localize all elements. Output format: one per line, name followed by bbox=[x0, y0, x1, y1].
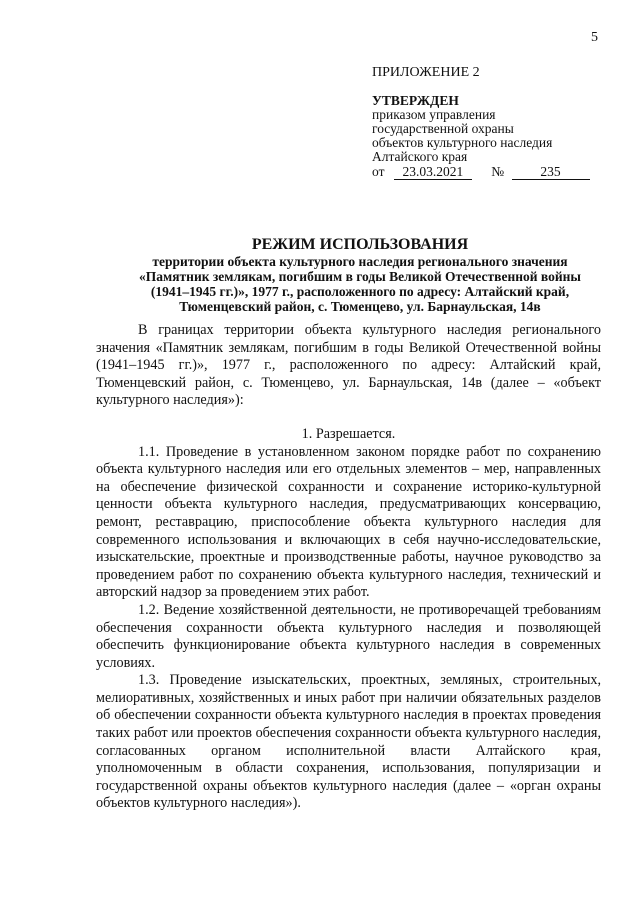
page-number: 5 bbox=[591, 30, 598, 45]
approval-number: 235 bbox=[512, 165, 590, 180]
title-subline: территории объекта культурного наследия регионального значения bbox=[152, 254, 568, 269]
date-prefix: от bbox=[372, 164, 385, 179]
title-subline: (1941–1945 гг.)», 1977 г., расположенного по адресу: Алтайский край, bbox=[150, 284, 570, 299]
approval-line: государственной охраны bbox=[372, 121, 514, 136]
section-1-heading: 1. Разрешается. bbox=[301, 425, 396, 442]
item-1-1: 1.1. Проведение в установленном законом порядке работ по сохранению объекта культурного наследия или его отдельных элементов – мер, направленных на обеспечение физической сохранности и сохранение историко-культурной ценности объекта культурного наследия, предусматривающих консервацию, ремонт, реставрацию, приспособление объекта культурного наследия для современного использования и включающих в себя научно-исследовательские, изыскательские, проектные и производственные работы, научное руководство за проведением работ по сохранению объекта культурного наследия, технический и авторский надзор за проведением этих работ. bbox=[96, 443, 601, 601]
approved-label: УТВЕРЖДЕН bbox=[372, 93, 459, 108]
document-title: РЕЖИМ ИСПОЛЬЗОВАНИЯ bbox=[251, 236, 469, 253]
approval-date-row bbox=[372, 165, 622, 180]
appendix-label: ПРИЛОЖЕНИЕ 2 bbox=[372, 65, 480, 80]
approval-line: объектов культурного наследия bbox=[372, 135, 553, 150]
item-1-3: 1.3. Проведение изыскательских, проектных, земляных, строительных, мелиоративных, хозяйственных и иных работ при наличии обязательных разделов об обеспечении сохранности объекта культурного наследия в проектах проведения таких работ или проектов обеспечения сохранности объекта культурного наследия, согласованных органом исполнительной власти Алтайского края, уполномоченным в области сохранения, использования, популяризации и государственной охраны объектов культурного наследия (далее – «орган охраны объектов культурного наследия»). bbox=[96, 672, 601, 812]
number-sign: № bbox=[491, 164, 505, 179]
document-body bbox=[96, 322, 601, 813]
title-subline: Тюменцевский район, с. Тюменцево, ул. Барнаульская, 14в bbox=[179, 299, 541, 314]
intro-paragraph: В границах территории объекта культурного наследия регионального значения «Памятник землякам, погибшим в годы Великой Отечественной войны (1941–1945 гг.)», 1977 г., расположенного по адресу: Алтайский край, Тюменцевский район, с. Тюменцево, ул. Барнаульская, 14в (далее – «объект культурного наследия»): bbox=[96, 322, 601, 409]
title-subline: «Памятник землякам, погибшим в годы Великой Отечественной войны bbox=[139, 269, 581, 284]
approval-line: Алтайского края bbox=[372, 149, 468, 164]
approval-line: приказом управления bbox=[372, 107, 496, 122]
approval-date: 23.03.2021 bbox=[394, 165, 472, 180]
document-title-block bbox=[80, 236, 640, 314]
approval-block bbox=[372, 66, 622, 180]
item-1-2: 1.2. Ведение хозяйственной деятельности, не противоречащей требованиям обеспечения сохранности объекта культурного наследия и позволяющей обеспечить функционирование объекта культурного наследия в современных условиях. bbox=[96, 601, 601, 671]
